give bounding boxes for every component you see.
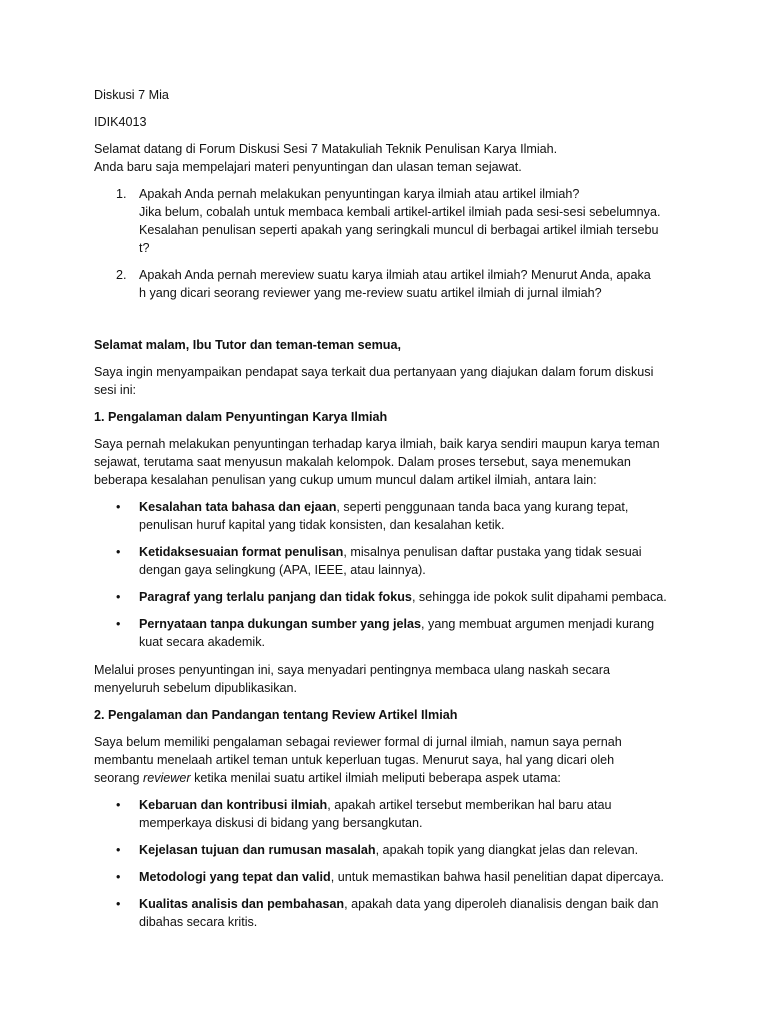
section2-line <box>94 769 678 787</box>
bullet-icon: • <box>116 798 121 812</box>
list-item <box>94 588 678 606</box>
opening-line: sesi ini: <box>94 383 136 397</box>
section2-text: seorang <box>94 771 144 785</box>
bullet-text: , apakah data yang diperoleh dianalisis dengan baik dan <box>344 897 659 911</box>
bullet-icon: • <box>116 590 121 604</box>
list-item <box>94 895 678 931</box>
list-item <box>94 868 678 886</box>
intro-line: Selamat datang di Forum Diskusi Sesi 7 Matakuliah Teknik Penulisan Karya Ilmiah. <box>94 142 558 156</box>
bullet-text: kuat secara akademik. <box>139 635 265 649</box>
document-title: Diskusi 7 Mia <box>94 88 169 102</box>
section1-line: sejawat, terutama saat menyusun makalah kelompok. Dalam proses tersebut, saya menemukan <box>94 455 631 469</box>
bullet-text: , untuk memastikan bahwa hasil penelitian dapat dipercaya. <box>330 870 664 884</box>
bullet-bold-text: Kualitas analisis dan pembahasan <box>139 897 345 911</box>
reviewer-italic: reviewer <box>143 771 191 785</box>
opening-line: Saya ingin menyampaikan pendapat saya terkait dua pertanyaan yang diajukan dalam forum diskusi <box>94 365 654 379</box>
bullet-bold-text: Kejelasan tujuan dan rumusan masalah <box>139 843 376 857</box>
question-list <box>94 185 678 302</box>
bullet-text: , apakah topik yang diangkat jelas dan relevan. <box>375 843 639 857</box>
section1-bullet-list <box>94 498 678 651</box>
bullet-icon: • <box>116 897 121 911</box>
bullet-text: penulisan huruf kapital yang tidak konsisten, dan kesalahan ketik. <box>139 518 505 532</box>
bullet-text: memperkaya diskusi di bidang yang bersangkutan. <box>139 816 423 830</box>
bullet-bold-text: Pernyataan tanpa dukungan sumber yang jelas <box>139 617 422 631</box>
section2-heading <box>94 706 678 724</box>
section2-line: membantu menelaah artikel teman untuk keperluan tugas. Menurut saya, hal yang dicari oleh <box>94 753 615 767</box>
bullet-bold-text: Kesalahan tata bahasa dan ejaan <box>139 500 337 514</box>
list-item <box>94 796 678 832</box>
bullet-text: dibahas secara kritis. <box>139 915 258 929</box>
section2-line: Saya belum memiliki pengalaman sebagai reviewer formal di jurnal ilmiah, namun saya pernah <box>94 735 622 749</box>
section1-heading-text: 1. Pengalaman dalam Penyuntingan Karya Ilmiah <box>94 410 388 424</box>
list-item <box>94 615 678 651</box>
bullet-icon: • <box>116 870 121 884</box>
list-item <box>94 498 678 534</box>
question-item <box>94 266 678 302</box>
list-item <box>94 841 678 859</box>
question-line: t? <box>139 241 150 255</box>
intro-paragraph <box>94 140 678 176</box>
section2-paragraph <box>94 733 678 787</box>
section1-paragraph <box>94 435 678 489</box>
bullet-bold-text: Paragraf yang terlalu panjang dan tidak fokus <box>139 590 412 604</box>
section2-text: ketika menilai suatu artikel ilmiah meliputi beberapa aspek utama: <box>190 771 561 785</box>
question-line: Jika belum, cobalah untuk membaca kembali artikel-artikel ilmiah pada sesi-sesi sebelumnya. <box>139 205 661 219</box>
bullet-icon: • <box>116 617 121 631</box>
question-line: Apakah Anda pernah melakukan penyuntingan karya ilmiah atau artikel ilmiah? <box>139 187 580 201</box>
opening-paragraph <box>94 363 678 399</box>
bullet-text: , apakah artikel tersebut memberikan hal baru atau <box>327 798 612 812</box>
section1-heading <box>94 408 678 426</box>
bullet-text: dengan gaya selingkung (APA, IEEE, atau lainnya). <box>139 563 426 577</box>
bullet-bold-text: Ketidaksesuaian format penulisan <box>139 545 344 559</box>
list-item <box>94 543 678 579</box>
question-number: 1. <box>116 187 127 201</box>
bullet-text: , sehingga ide pokok sulit dipahami pembaca. <box>411 590 667 604</box>
section2-bullet-list <box>94 796 678 931</box>
bullet-text: , misalnya penulisan daftar pustaka yang tidak sesuai <box>343 545 642 559</box>
question-line: Kesalahan penulisan seperti apakah yang seringkali muncul di berbagai artikel ilmiah tersebu <box>139 223 659 237</box>
bullet-text: , seperti penggunaan tanda baca yang kurang tepat, <box>336 500 629 514</box>
intro-line: Anda baru saja mempelajari materi penyuntingan dan ulasan teman sejawat. <box>94 160 522 174</box>
section1-closing <box>94 661 678 697</box>
question-line: h yang dicari seorang reviewer yang me-review suatu artikel ilmiah di jurnal ilmiah? <box>139 286 602 300</box>
bullet-icon: • <box>116 843 121 857</box>
course-code: IDIK4013 <box>94 115 147 129</box>
section1-line: Saya pernah melakukan penyuntingan terhadap karya ilmiah, baik karya sendiri maupun karya teman <box>94 437 660 451</box>
bullet-icon: • <box>116 500 121 514</box>
closing-line: menyeluruh sebelum dipublikasikan. <box>94 681 298 695</box>
bullet-text: , yang membuat argumen menjadi kurang <box>421 617 655 631</box>
section2-heading-text: 2. Pengalaman dan Pandangan tentang Review Artikel Ilmiah <box>94 708 458 722</box>
greeting <box>94 336 678 354</box>
question-number: 2. <box>116 268 127 282</box>
question-line: Apakah Anda pernah mereview suatu karya ilmiah atau artikel ilmiah? Menurut Anda, apaka <box>139 268 651 282</box>
bullet-bold-text: Kebaruan dan kontribusi ilmiah <box>139 798 328 812</box>
bullet-bold-text: Metodologi yang tepat dan valid <box>139 870 331 884</box>
section1-line: beberapa kesalahan penulisan yang cukup umum muncul dalam artikel ilmiah, antara lain: <box>94 473 597 487</box>
greeting-text: Selamat malam, Ibu Tutor dan teman-teman semua, <box>94 338 401 352</box>
bullet-icon: • <box>116 545 121 559</box>
closing-line: Melalui proses penyuntingan ini, saya menyadari pentingnya membaca ulang naskah secara <box>94 663 610 677</box>
question-item <box>94 185 678 257</box>
